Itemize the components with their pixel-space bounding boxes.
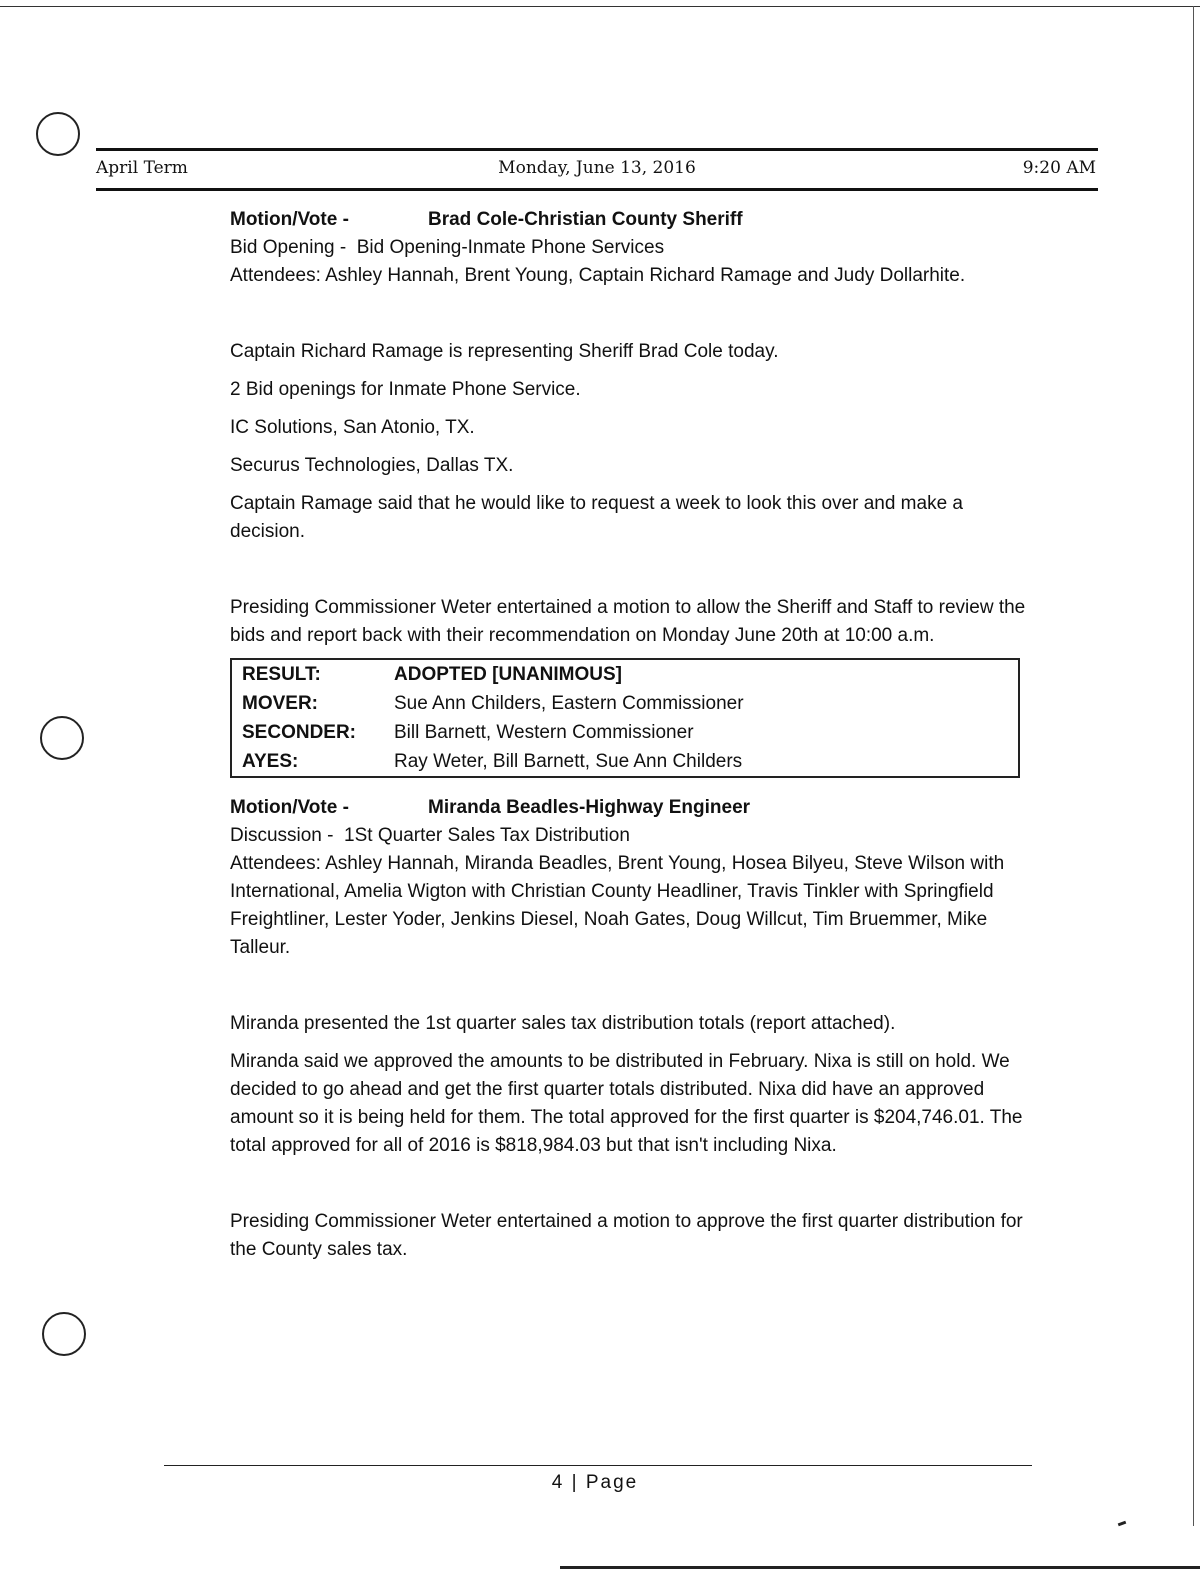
vote-row — [231, 718, 1019, 747]
header-rule-bottom — [96, 188, 1098, 191]
footer-rule — [164, 1465, 1032, 1466]
scan-speck — [1118, 1521, 1127, 1527]
paragraph: Captain Richard Ramage is representing Sheriff Brad Cole today. — [230, 341, 779, 362]
vote-key: SECONDER: — [242, 721, 357, 743]
binder-hole-icon — [42, 1312, 86, 1356]
motion-heading — [230, 794, 1030, 822]
header-time: 9:20 AM — [1022, 158, 1096, 178]
vote-value: Bill Barnett, Western Commissioner — [394, 721, 694, 743]
scan-edge-top — [0, 6, 1200, 7]
paragraph: Captain Ramage said that he would like to request a week to look this over and make a decision. — [230, 493, 963, 542]
item-value: Bid Opening-Inmate Phone Services — [356, 237, 665, 258]
vote-value: Ray Weter, Bill Barnett, Sue Ann Childers — [394, 750, 743, 772]
page-number: 4 | Page — [551, 1472, 639, 1493]
vote-row — [231, 659, 1019, 689]
binder-hole-icon — [40, 716, 84, 760]
vote-result-table — [230, 658, 1020, 778]
paragraph: 2 Bid openings for Inmate Phone Service. — [230, 379, 581, 400]
scan-edge-bottom — [560, 1566, 1200, 1569]
item-label: Bid Opening - — [230, 237, 347, 258]
attendees: Attendees: Ashley Hannah, Brent Young, Captain Richard Ramage and Judy Dollarhite. — [230, 265, 966, 286]
item-line — [230, 234, 1030, 262]
minutes-body — [230, 206, 1030, 1264]
vote-row — [231, 747, 1019, 777]
header-rule-top — [96, 148, 1098, 151]
scan-edge-right — [1193, 6, 1194, 1526]
attendees: Attendees: Ashley Hannah, Miranda Beadles, Brent Young, Hosea Bilyeu, Steve Wilson with International, Amelia Wigton with Christian County Headliner, Travis Tinkler with Springfield Freightliner, Lester Yoder, Jenkins Diesel, Noah Gates, Doug Willcut, Tim Bruemmer, Mike Talleur. — [230, 853, 1005, 958]
vote-value: Sue Ann Childers, Eastern Commissioner — [394, 692, 744, 714]
motion-text: Presiding Commissioner Weter entertained a motion to allow the Sheriff and Staff to review the bids and report back with their recommendation on Monday June 20th at 10:00 a.m. — [230, 597, 1026, 646]
paragraph: Miranda said we approved the amounts to be distributed in February. Nixa is still on hold. We decided to go ahead and get the first quarter totals distributed. Nixa did have an approved amount so it is being held for them. The total approved for the first quarter is $204,746.01. The total approved for all of 2016 is $818,984.03 but that isn't including Nixa. — [230, 1051, 1023, 1156]
binder-hole-icon — [36, 112, 80, 156]
motion-section — [230, 794, 1030, 1264]
item-value: 1St Quarter Sales Tax Distribution — [344, 825, 630, 846]
vote-key: MOVER: — [242, 692, 318, 714]
motion-text: Presiding Commissioner Weter entertained a motion to approve the first quarter distribution for the County sales tax. — [230, 1211, 1023, 1260]
vote-value: ADOPTED [UNANIMOUS] — [394, 663, 622, 685]
header-term: April Term — [96, 158, 188, 178]
motion-label: Motion/Vote - — [230, 797, 349, 818]
paragraph: IC Solutions, San Atonio, TX. — [230, 417, 475, 438]
vote-key: AYES: — [242, 750, 299, 772]
vote-row — [231, 689, 1019, 718]
item-label: Discussion - — [230, 825, 334, 846]
motion-subject: Miranda Beadles-Highway Engineer — [428, 797, 751, 818]
vote-key: RESULT: — [242, 663, 321, 685]
motion-heading — [230, 206, 1030, 234]
motion-label: Motion/Vote - — [230, 209, 349, 230]
paragraph: Miranda presented the 1st quarter sales tax distribution totals (report attached). — [230, 1013, 896, 1034]
paragraph: Securus Technologies, Dallas TX. — [230, 455, 514, 476]
motion-section — [230, 206, 1030, 778]
item-line — [230, 822, 1030, 850]
motion-subject: Brad Cole-Christian County Sheriff — [428, 209, 743, 230]
header-date: Monday, June 13, 2016 — [498, 158, 696, 178]
